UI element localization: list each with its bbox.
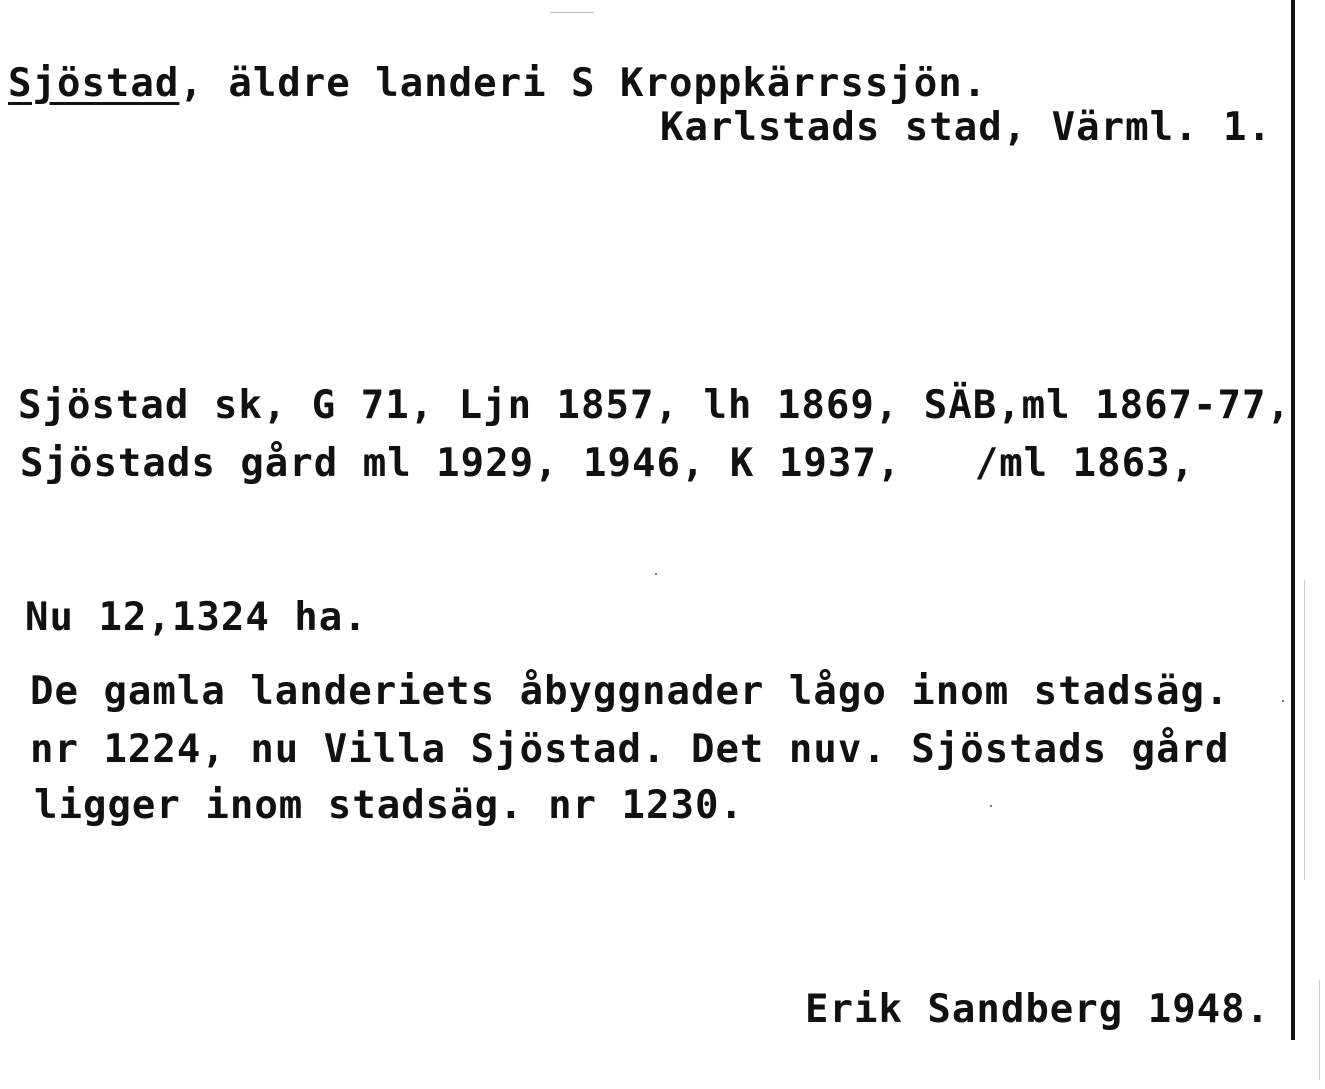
sources-line-1: Sjöstad sk, G 71, Ljn 1857, lh 1869, SÄB,ml 1867-77, [18, 383, 1291, 428]
sources-line-2: Sjöstads gård ml 1929, 1946, K 1937, /ml 1863, [20, 441, 1196, 486]
card-edge-shadow-lower [1319, 980, 1320, 1080]
speck [990, 805, 992, 807]
area-line: Nu 12,1324 ha. [25, 595, 368, 640]
note-line-3: ligger inom stadsäg. nr 1230. [34, 783, 744, 828]
place-description: , äldre landeri S Kroppkärrssjön. [179, 61, 988, 106]
card-title [8, 61, 988, 106]
speck [655, 573, 657, 575]
note-line-1: De gamla landeriets åbyggnader lågo inom stadsäg. [30, 669, 1230, 714]
top-dash-mark [550, 12, 594, 13]
card-right-edge [1291, 0, 1295, 1040]
note-line-2: nr 1224, nu Villa Sjöstad. Det nuv. Sjöstads gård [30, 727, 1230, 772]
signature: Erik Sandberg 1948. [805, 987, 1271, 1032]
speck [1282, 700, 1284, 702]
place-name: Sjöstad [8, 61, 180, 106]
card-edge-shadow [1304, 580, 1305, 880]
place-location: Karlstads stad, Värml. 1. [660, 105, 1272, 150]
